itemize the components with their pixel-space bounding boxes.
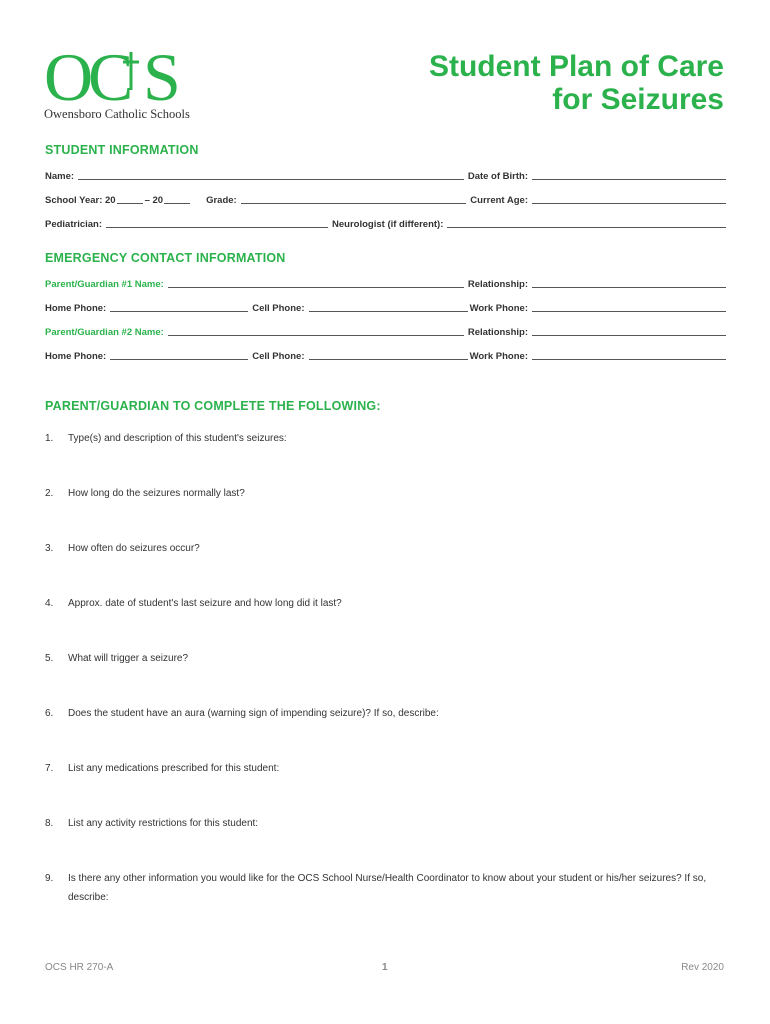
question-text: Type(s) and description of this student's seizures: — [68, 433, 287, 444]
ocs-logo — [44, 44, 194, 124]
neurologist-label: Neurologist (if different): — [332, 219, 444, 230]
guardian2-phone-row — [45, 348, 726, 362]
neurologist-field[interactable] — [447, 218, 726, 228]
guardian1-relationship-label: Relationship: — [467, 279, 528, 290]
current-age-field[interactable] — [532, 194, 726, 204]
question-text: What will trigger a seizure? — [68, 653, 189, 664]
pediatrician-field[interactable] — [106, 218, 328, 228]
guardian2-cell-phone-field[interactable] — [309, 350, 468, 360]
question-text: How long do the seizures normally last? — [68, 488, 245, 499]
guardian2-relationship-field[interactable] — [532, 326, 726, 336]
ocs-logo-mark — [44, 44, 189, 106]
question-text: Is there any other information you would like for the OCS School Nurse/Health Coordinator to know about your student or his/her seizures? If so, describe: — [68, 873, 707, 903]
question-number: 4. — [45, 598, 54, 609]
logo-subtitle: Owensboro Catholic Schools — [44, 107, 190, 121]
page-number: 1 — [382, 962, 388, 973]
form-id: OCS HR 270-A — [45, 962, 114, 973]
question-number: 3. — [45, 543, 54, 554]
title-line-2: for Seizures — [552, 83, 724, 116]
question-text: Does the student have an aura (warning sign of impending seizure)? If so, describe: — [68, 708, 439, 719]
page-title — [429, 50, 724, 116]
guardian1-work-phone-field[interactable] — [532, 302, 726, 312]
guardian2-work-phone-label: Work Phone: — [469, 351, 528, 362]
guardian1-label: Parent/Guardian #1 Name: — [45, 279, 164, 290]
school-year-start-field[interactable] — [117, 194, 143, 204]
guardian1-cell-phone-field[interactable] — [309, 302, 468, 312]
name-row — [45, 168, 726, 182]
school-year-end-field[interactable] — [164, 194, 190, 204]
question-number: 8. — [45, 818, 54, 829]
guardian2-home-phone-field[interactable] — [110, 350, 248, 360]
name-field[interactable] — [78, 170, 464, 180]
guardian2-label: Parent/Guardian #2 Name: — [45, 327, 164, 338]
guardian2-row — [45, 324, 726, 338]
physician-row — [45, 216, 726, 230]
student-info-heading: STUDENT INFORMATION — [45, 143, 199, 157]
svg-text:S: S — [143, 44, 181, 106]
guardian2-home-phone-label: Home Phone: — [45, 351, 107, 362]
question-text: List any medications prescribed for this student: — [68, 763, 280, 774]
pediatrician-label: Pediatrician: — [45, 219, 103, 230]
svg-text:C: C — [88, 44, 134, 106]
guardian2-work-phone-field[interactable] — [532, 350, 726, 360]
revision: Rev 2020 — [681, 962, 724, 973]
emergency-heading: EMERGENCY CONTACT INFORMATION — [45, 251, 286, 265]
guardian1-name-field[interactable] — [168, 278, 464, 288]
title-line-1: Student Plan of Care — [428, 50, 724, 83]
question-text: How often do seizures occur? — [68, 543, 200, 554]
question-number: 1. — [45, 433, 54, 444]
guardian1-cell-phone-label: Cell Phone: — [252, 303, 305, 314]
question-number: 7. — [45, 763, 54, 774]
guardian1-work-phone-label: Work Phone: — [469, 303, 528, 314]
guardian2-relationship-label: Relationship: — [467, 327, 528, 338]
dob-field[interactable] — [532, 170, 726, 180]
question-number: 6. — [45, 708, 54, 719]
school-year-sep: – 20 — [144, 195, 164, 206]
question-number: 9. — [45, 873, 54, 884]
questions-heading: PARENT/GUARDIAN TO COMPLETE THE FOLLOWING: — [45, 399, 381, 413]
dob-label: Date of Birth: — [467, 171, 528, 182]
question-text: List any activity restrictions for this student: — [68, 818, 259, 829]
guardian1-phone-row — [45, 300, 726, 314]
question-number: 2. — [45, 488, 54, 499]
school-year-row — [45, 192, 726, 206]
name-label: Name: — [45, 171, 75, 182]
guardian1-home-phone-label: Home Phone: — [45, 303, 107, 314]
question-number: 5. — [45, 653, 54, 664]
guardian1-relationship-field[interactable] — [532, 278, 726, 288]
question-text: Approx. date of student's last seizure and how long did it last? — [68, 598, 342, 609]
guardian1-row — [45, 276, 726, 290]
school-year-label: School Year: 20 — [45, 195, 116, 206]
svg-text:O: O — [44, 44, 91, 106]
grade-field[interactable] — [241, 194, 467, 204]
grade-label: Grade: — [206, 195, 237, 206]
guardian1-home-phone-field[interactable] — [110, 302, 248, 312]
guardian2-cell-phone-label: Cell Phone: — [252, 351, 305, 362]
current-age-label: Current Age: — [470, 195, 528, 206]
guardian2-name-field[interactable] — [168, 326, 464, 336]
